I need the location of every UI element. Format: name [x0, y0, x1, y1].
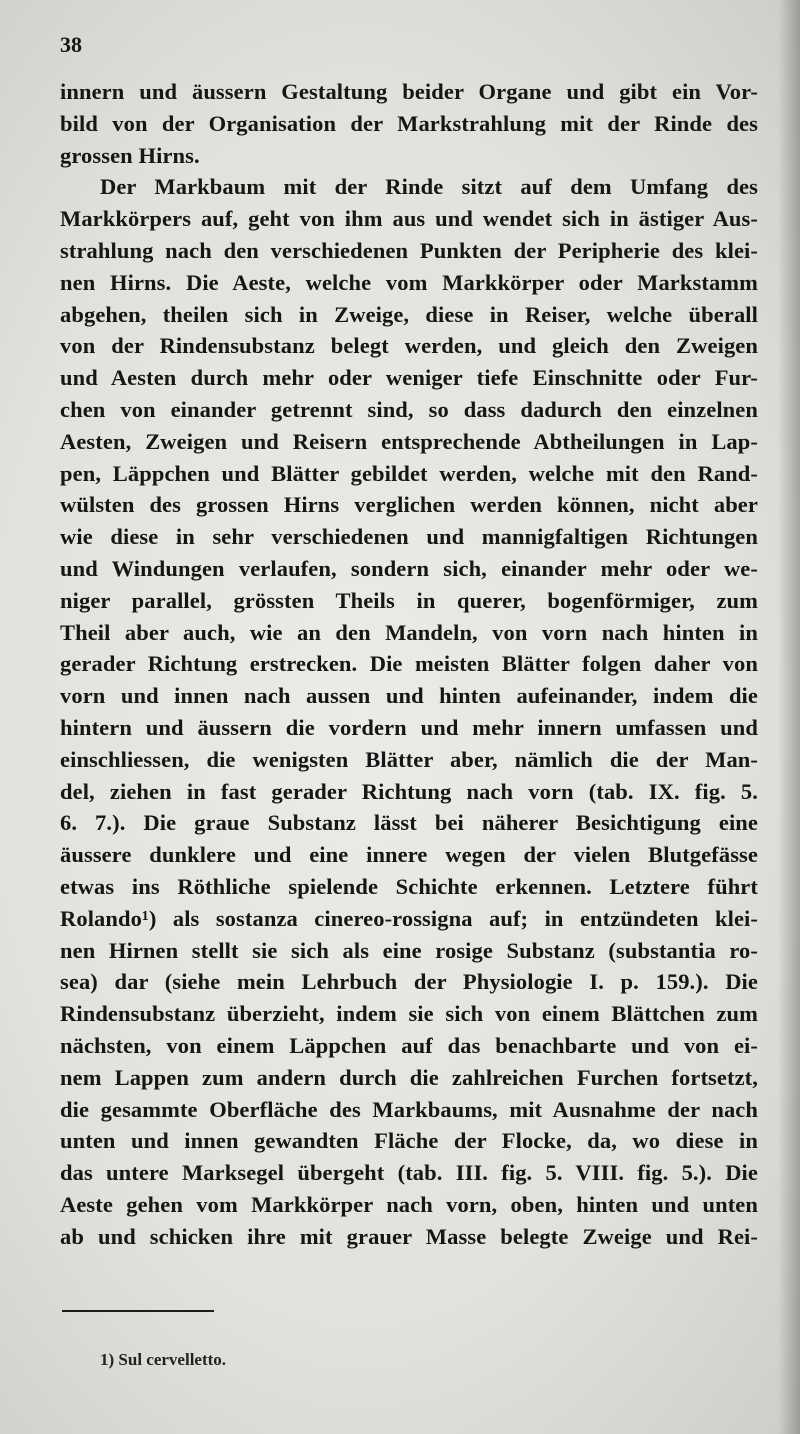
text-line: äussere dunklere und eine innere wegen der vielen Blutgefässe — [60, 842, 758, 868]
text-line: bild von der Organisation der Markstrahlung mit der Rinde des — [60, 110, 758, 136]
text-line: nen Hirns. Die Aeste, welche vom Markkörper oder Markstamm — [60, 269, 758, 295]
text-line: vorn und innen nach aussen und hinten aufeinander, indem die — [60, 683, 758, 709]
page-edge-shadow — [778, 0, 800, 1434]
text-line: nem Lappen zum andern durch die zahlreichen Furchen fortsetzt, — [60, 1064, 758, 1090]
text-line: Aesten, Zweigen und Reisern entsprechende Abtheilungen in Lap- — [60, 428, 758, 454]
text-line: die gesammte Oberfläche des Markbaums, mit Ausnahme der nach — [60, 1096, 758, 1122]
text-line: strahlung nach den verschiedenen Punkten der Peripherie des klei- — [60, 237, 758, 263]
text-line: innern und äussern Gestaltung beider Organe und gibt ein Vor- — [60, 79, 758, 104]
text-line: etwas ins Röthliche spielende Schichte erkennen. Letztere führt — [60, 873, 758, 899]
text-line: 6. 7.). Die graue Substanz lässt bei näherer Besichtigung eine — [60, 810, 758, 836]
text-line: nen Hirnen stellt sie sich als eine rosige Substanz (substantia ro- — [60, 937, 758, 963]
text-line: niger parallel, grössten Theils in querer, bogenförmiger, zum — [60, 587, 758, 613]
text-line: das untere Marksegel übergeht (tab. III. fig. 5. VIII. fig. 5.). Die — [60, 1160, 758, 1186]
text-line: wülsten des grossen Hirns verglichen werden können, nicht aber — [60, 492, 758, 518]
text-line: unten und innen gewandten Fläche der Flocke, da, wo diese in — [60, 1128, 758, 1154]
text-line: Rolando¹) als sostanza cinereo-rossigna auf; in entzündeten klei- — [60, 905, 758, 931]
text-line: grossen Hirns. — [60, 142, 200, 168]
text-line: und Windungen verlaufen, sondern sich, einander mehr oder we- — [60, 555, 758, 581]
text-line: wie diese in sehr verschiedenen und mannigfaltigen Richtungen — [60, 524, 758, 550]
text-line: sea) dar (siehe mein Lehrbuch der Physiologie I. p. 159.). Die — [60, 969, 758, 995]
text-line: chen von einander getrennt sind, so dass dadurch den einzelnen — [60, 396, 758, 422]
text-line: und Aesten durch mehr oder weniger tiefe Einschnitte oder Fur- — [60, 365, 758, 391]
page-number: 38 — [60, 32, 82, 57]
footnote-rule — [62, 1310, 214, 1312]
text-line: Rindensubstanz überzieht, indem sie sich von einem Blättchen zum — [60, 1001, 758, 1027]
text-line: abgehen, theilen sich in Zweige, diese in Reiser, welche überall — [60, 301, 758, 327]
text-line: Markkörpers auf, geht von ihm aus und wendet sich in ästiger Aus- — [60, 206, 758, 232]
text-line: einschliessen, die wenigsten Blätter aber, nämlich die der Man- — [60, 746, 758, 772]
text-line: von der Rindensubstanz belegt werden, und gleich den Zweigen — [60, 333, 758, 359]
body-text — [60, 76, 758, 1252]
footnote: 1) Sul cervelletto. — [100, 1350, 227, 1369]
paragraph-start-line: Der Markbaum mit der Rinde sitzt auf dem Umfang des — [100, 174, 758, 200]
text-line: hintern und äussern die vordern und mehr innern umfassen und — [60, 714, 758, 740]
text-line: ab und schicken ihre mit grauer Masse belegte Zweige und Rei- — [60, 1223, 758, 1249]
text-line: pen, Läppchen und Blätter gebildet werden, welche mit den Rand- — [60, 460, 758, 486]
text-line: nächsten, von einem Läppchen auf das benachbarte und von ei- — [60, 1032, 758, 1058]
text-line: gerader Richtung erstrecken. Die meisten Blätter folgen daher von — [60, 651, 758, 677]
text-line: Theil aber auch, wie an den Mandeln, von vorn nach hinten in — [60, 619, 758, 645]
text-line: del, ziehen in fast gerader Richtung nach vorn (tab. IX. fig. 5. — [60, 778, 758, 804]
text-line: Aeste gehen vom Markkörper nach vorn, oben, hinten und unten — [60, 1191, 758, 1217]
